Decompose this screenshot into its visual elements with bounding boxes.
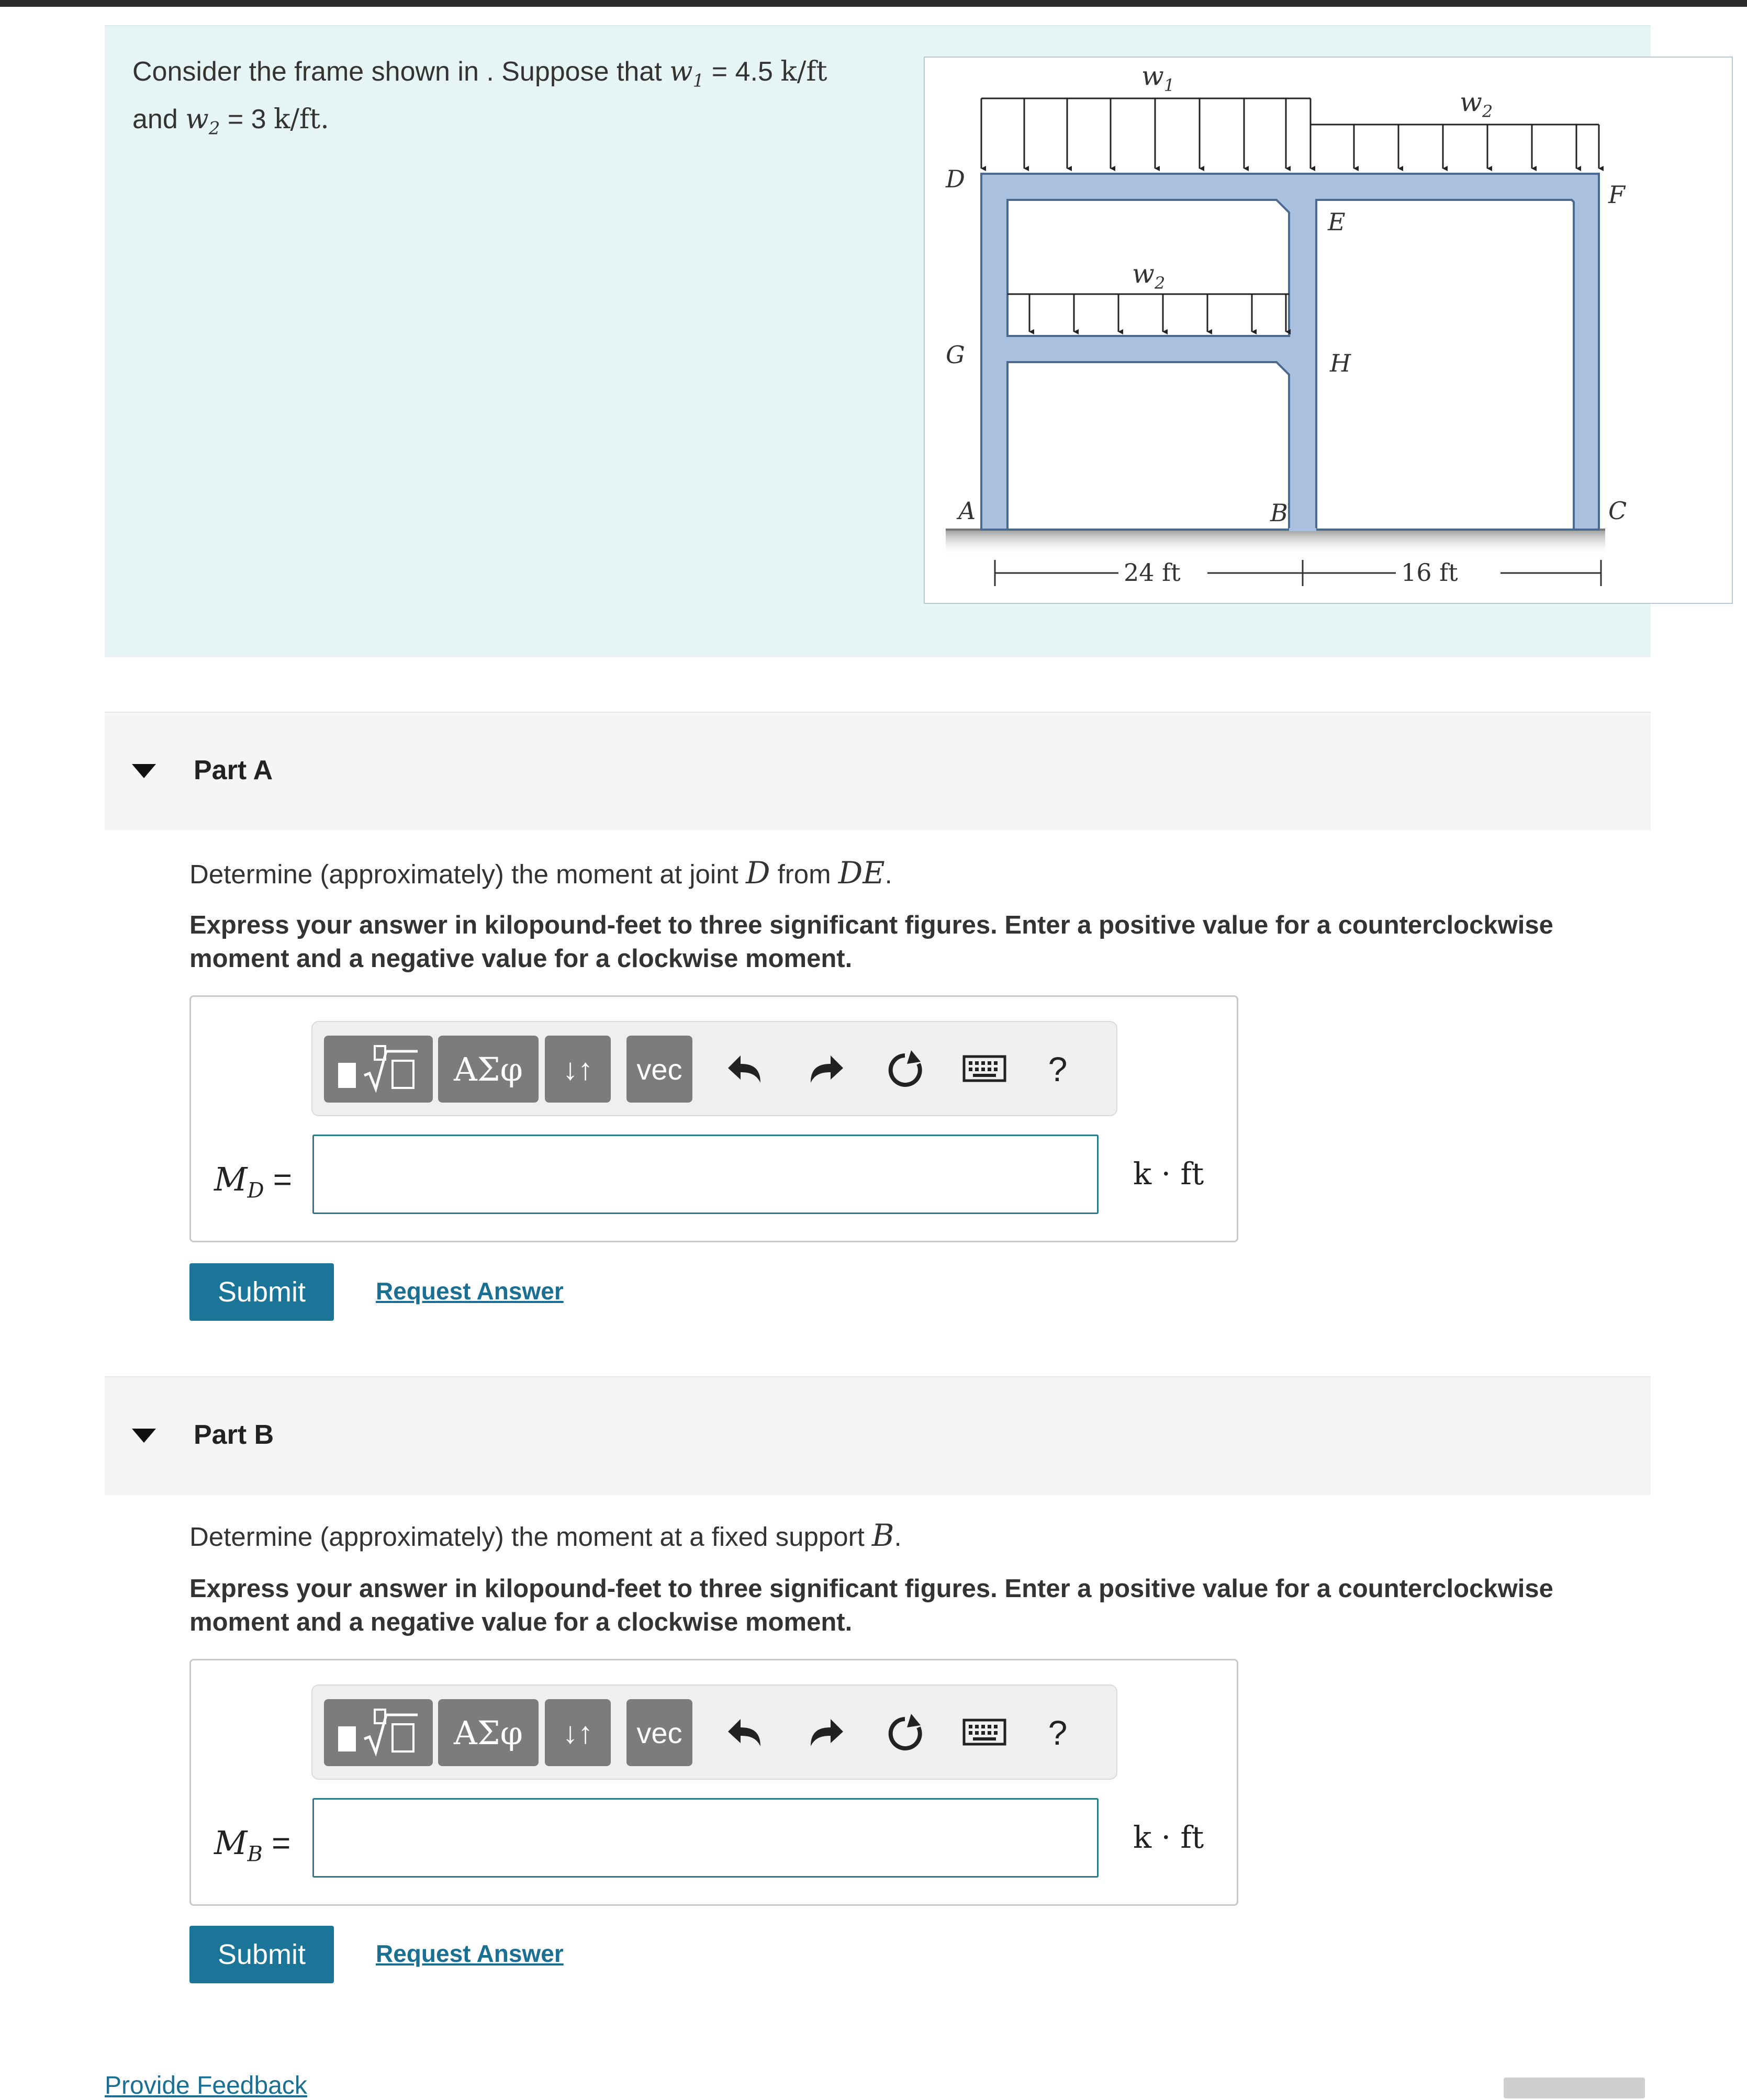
next-button[interactable] [1504, 2077, 1645, 2098]
dim-16ft: 16 ft [1401, 558, 1458, 587]
md-unit: k · ft [1133, 1156, 1204, 1192]
ground [946, 530, 1605, 556]
math-toolbar [311, 1021, 1117, 1116]
w2-symbol: $w_2$ [185, 104, 220, 139]
part-a-instruction: Express your answer in kilopound-feet to three significant figures. Enter a positive value for a counterclockwise moment and a negative value for a clockwise moment. [189, 911, 1553, 973]
joint-G: G [946, 341, 965, 369]
part-b-answer-box [189, 1659, 1238, 1906]
reset-icon[interactable] [879, 1043, 931, 1095]
redo-icon[interactable] [799, 1706, 852, 1759]
help-button[interactable]: ? [1048, 1050, 1068, 1088]
mb-label: $M_B$ = [214, 1824, 291, 1867]
greek-button[interactable]: ΑΣφ [438, 1036, 539, 1103]
part-b-question: Determine (approximately) the moment at a fixed support B. [189, 1518, 902, 1553]
part-b-title: Part B [194, 1420, 274, 1450]
dim-24ft: 24 ft [1124, 558, 1181, 587]
joint-D: D [946, 165, 965, 193]
templates-icon [334, 1043, 423, 1095]
arrows-button[interactable]: ↓↑ [545, 1036, 611, 1103]
frame-members [981, 174, 1599, 530]
math-toolbar [311, 1685, 1117, 1780]
mb-unit: k · ft [1133, 1820, 1204, 1855]
part-b-request-answer-link[interactable]: Request Answer [376, 1940, 564, 1967]
part-a-title: Part A [194, 755, 273, 785]
frame-figure [924, 57, 1733, 604]
caret-down-icon[interactable] [132, 1429, 156, 1443]
part-a-question: Determine (approximately) the moment at joint D from DE. [189, 855, 892, 891]
joint-F: F [1608, 181, 1625, 209]
md-label: $M_D$ = [214, 1160, 292, 1203]
top-bar [0, 0, 1747, 7]
vec-button[interactable]: vec [626, 1699, 692, 1766]
keyboard-icon[interactable] [958, 1043, 1011, 1095]
caret-down-icon[interactable] [132, 764, 156, 778]
part-a-request-answer-link[interactable]: Request Answer [376, 1277, 564, 1305]
mb-answer-input[interactable] [312, 1798, 1099, 1878]
problem-statement: Consider the frame shown in . Suppose that $w_1 = 4.5$ k/ft and $w_2 = 3$ k/ft. [132, 56, 827, 139]
dimension-lines [995, 560, 1601, 586]
part-a-answer-box [189, 995, 1238, 1242]
provide-feedback-link[interactable]: Provide Feedback [105, 2072, 307, 2099]
frame-diagram [925, 58, 1732, 603]
part-b-submit-button[interactable]: Submit [189, 1926, 334, 1983]
label-w2-inner: $w_2$ [1132, 259, 1166, 293]
joint-H: H [1330, 349, 1351, 377]
arrows-button[interactable]: ↓↑ [545, 1699, 611, 1766]
part-a-submit-button[interactable]: Submit [189, 1263, 334, 1321]
problem-panel [105, 25, 1651, 657]
label-w2-top: $w_2$ [1460, 87, 1493, 121]
templates-button[interactable] [324, 1036, 433, 1103]
templates-button[interactable] [324, 1699, 433, 1766]
part-b-header[interactable] [105, 1376, 1651, 1495]
load-w1 [981, 98, 1311, 169]
reset-icon[interactable] [879, 1706, 931, 1759]
joint-B: B [1270, 499, 1288, 527]
undo-icon[interactable] [720, 1706, 772, 1759]
undo-icon[interactable] [720, 1043, 772, 1095]
joint-E: E [1328, 208, 1346, 236]
help-button[interactable]: ? [1048, 1713, 1068, 1752]
label-w1: $w_1$ [1141, 61, 1175, 95]
w1-symbol: $w_1$ [669, 56, 704, 92]
part-b-instruction: Express your answer in kilopound-feet to three significant figures. Enter a positive value for a counterclockwise moment and a negative value for a clockwise moment. [189, 1575, 1553, 1636]
redo-icon[interactable] [799, 1043, 852, 1095]
keyboard-icon[interactable] [958, 1706, 1011, 1759]
load-w2-top [1311, 125, 1599, 169]
joint-C: C [1608, 497, 1627, 525]
greek-button[interactable]: ΑΣφ [438, 1699, 539, 1766]
part-a-header[interactable] [105, 712, 1651, 830]
joint-A: A [958, 497, 976, 525]
md-answer-input[interactable] [312, 1135, 1099, 1214]
templates-icon [334, 1706, 423, 1759]
vec-button[interactable]: vec [626, 1036, 692, 1103]
